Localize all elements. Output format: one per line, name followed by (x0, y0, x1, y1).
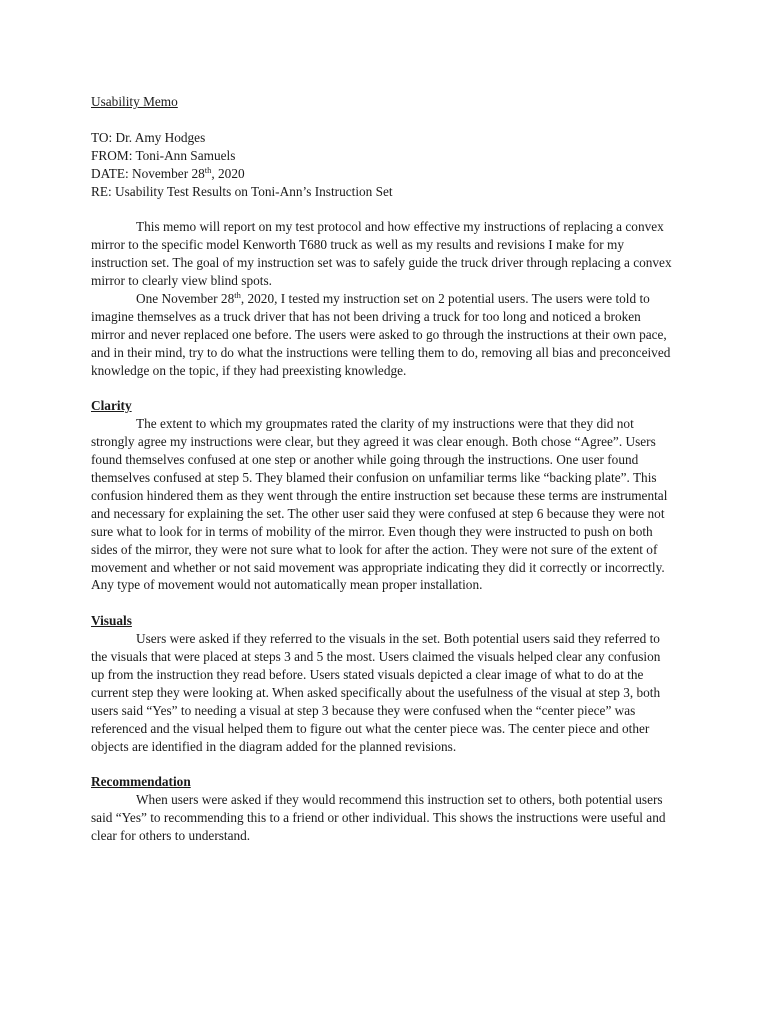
memo-date-ordinal: th (204, 164, 212, 175)
memo-header (91, 129, 676, 201)
memo-title: Usability Memo (91, 94, 178, 109)
test-protocol-paragraph (91, 290, 676, 380)
memo-date-line (91, 165, 676, 183)
clarity-section (91, 397, 676, 594)
recommendation-section (91, 773, 676, 845)
recommendation-heading: Recommendation (91, 774, 191, 790)
memo-date-prefix: DATE: November 28 (91, 165, 205, 181)
visuals-heading: Visuals (91, 613, 132, 629)
memo-date-suffix: , 2020 (211, 165, 245, 181)
clarity-heading: Clarity (91, 398, 132, 414)
intro-paragraph: This memo will report on my test protocol and how effective my instructions of replacing a convex mirror to the specific model Kenworth T680 truck as well as my results and revisions I make for my instruction set. The goal of my instruction set was to safely guide the truck driver through replacing a convex mirror to clearly view blind spots. (91, 219, 672, 289)
clarity-paragraph: The extent to which my groupmates rated the clarity of my instructions were that they did not strongly agree my instructions were clear, but they agreed it was clear enough. Both chose “Agree”. Users found themselves confused at one step or another while going through the instructions. One user found themselves confused at step 5. They blamed their confusion on unfamiliar terms like “backing plate”. This confusion hindered them as they went through the entire instruction set because these terms are instrumental and necessary for explaining the set. The other user said they were confused at step 6 because they were not sure what to look for in terms of mobility of the mirror. Even though they were instructed to push on both sides of the mirror, they were not sure what to look for after the action. They were not sure of the extent of movement and whether or not said movement was appropriate indicating they did it correctly or incorrectly. Any type of movement would not automatically mean proper installation. (91, 416, 668, 593)
visuals-paragraph: Users were asked if they referred to the visuals in the set. Both potential users said they referred to the visuals that were placed at steps 3 and 5 the most. Users claimed the visuals helped clear any confusion up from the instruction they read before. Users stated visuals depicted a clear image of what to do at the current step they were looking at. When asked specifically about the usefulness of the visual at step 3, both users said “Yes” to needing a visual at step 3 because they were confused when the “center piece” was referenced and the visual helped them to figure out what the center piece was. The center piece and other objects are identified in the diagram added for the planned revisions. (91, 631, 661, 754)
memo-from-line: FROM: Toni-Ann Samuels (91, 147, 236, 163)
visuals-section (91, 612, 676, 755)
memo-page (91, 93, 676, 845)
recommendation-paragraph: When users were asked if they would recommend this instruction set to others, both potential users said “Yes” to recommending this to a friend or other individual. This shows the instructions were useful and clear for others to understand. (91, 792, 666, 844)
memo-to-line: TO: Dr. Amy Hodges (91, 129, 206, 145)
test-protocol-text: , 2020, I tested my instruction set on 2 potential users. The users were told to imagine themselves as a truck driver that has not been driving a truck for too long and noticed a broken mirror and never replaced one before. The users were asked to go through the instructions at their own pace, and in their mind, try to do what the instructions were telling them to do, removing all bias and preconceived knowledge on the topic, if they had preexisting knowledge. (91, 290, 671, 378)
test-date-prefix: One November 28 (136, 290, 235, 306)
memo-re-line: RE: Usability Test Results on Toni-Ann’s Instruction Set (91, 183, 393, 199)
test-date-ordinal: th (234, 289, 241, 300)
